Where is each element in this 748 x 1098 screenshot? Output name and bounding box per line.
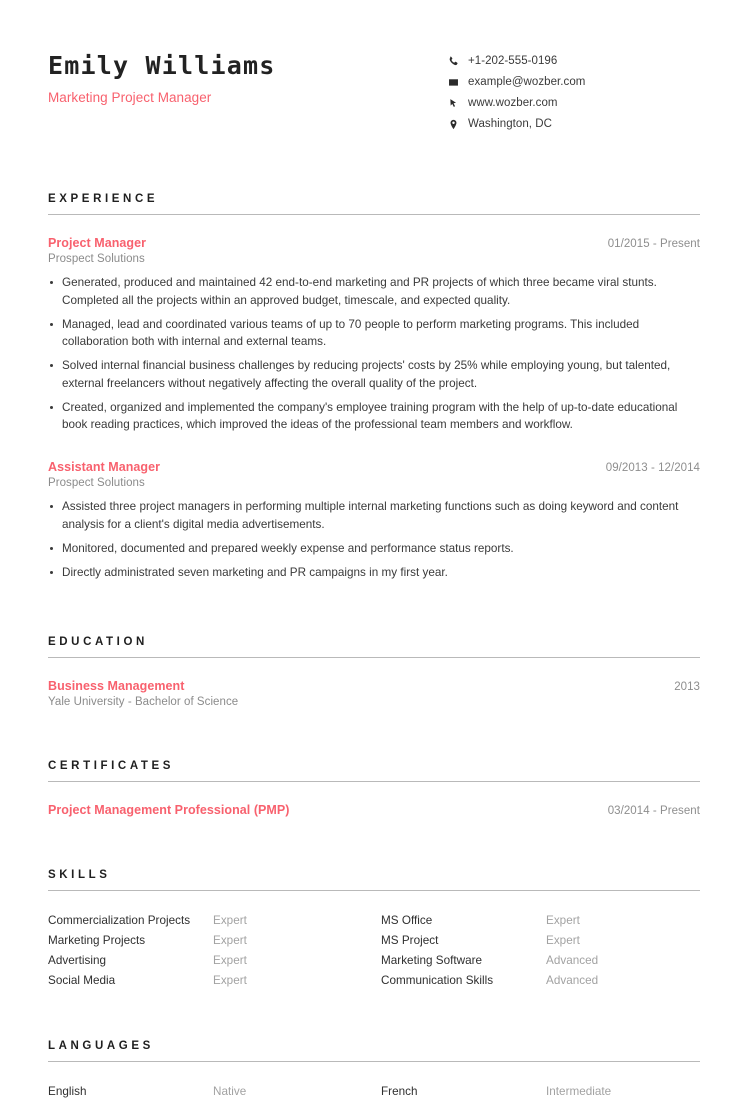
contact-email-text: example@wozber.com [468,76,586,88]
entry-header [48,679,700,693]
skill-name: Advertising [48,954,107,968]
section-divider [48,657,700,658]
skill-level: Expert [213,974,247,988]
skill-level: Expert [546,914,580,928]
skill-name: Communication Skills [381,974,494,988]
skill-name: Marketing Software [381,954,483,968]
language-level: Intermediate [546,1085,612,1098]
language-level: Native [213,1085,247,1098]
entry-header [48,803,700,817]
map-pin-icon [448,119,468,130]
section-divider [48,1061,700,1062]
cursor-icon [448,98,468,109]
language-name: French [381,1085,418,1098]
candidate-job-title: Marketing Project Manager [48,89,212,105]
experience-entry [48,460,700,581]
entry-date: 2013 [674,681,700,694]
resume-header [48,44,700,131]
section-education [48,636,700,708]
section-skills [48,869,700,987]
skill-level: Expert [546,934,580,948]
entry-bullet-list [48,498,700,581]
entry-date: 09/2013 - 12/2014 [605,462,700,475]
contact-item-email[interactable] [448,75,585,89]
contact-item-location [448,117,585,131]
identity-block [48,50,448,105]
section-languages [48,1040,700,1098]
bullet-item: Assisted three project managers in performing multiple internal marketing functions such as doing keyword and content analysis for a client's digital media advertisements. [48,498,700,534]
bullet-item: Generated, produced and maintained 42 end-to-end marketing and PR projects of which three became viral stunts. Completed all the projects within an approved budget, timescale, and expected quality. [48,274,700,310]
entry-role: Assistant Manager [48,460,160,475]
entry-organization: Prospect Solutions [48,253,145,265]
skill-level: Advanced [546,974,599,988]
entry-organization: Prospect Solutions [48,477,145,490]
section-divider [48,214,700,215]
phone-icon [448,56,468,67]
section-title-skills: SKILLS [48,869,111,882]
skills-grid [48,914,700,987]
section-certificates [48,760,700,817]
bullet-item: Directly administrated seven marketing and PR campaigns in my first year. [48,564,700,582]
contact-list [448,50,585,131]
section-title-certificates: CERTIFICATES [48,760,175,773]
section-experience [48,193,700,581]
contact-location-text: Washington, DC [468,118,553,130]
contact-phone-text: +1-202-555-0196 [468,55,558,67]
section-divider [48,781,700,782]
section-title-experience: EXPERIENCE [48,193,159,205]
entry-date: 03/2014 - Present [607,805,700,818]
section-divider [48,890,700,891]
contact-item-website[interactable] [448,96,585,110]
certificate-entry [48,803,700,817]
entry-bullet-list [48,274,700,434]
section-title-education: EDUCATION [48,636,148,649]
skill-level: Expert [213,914,247,928]
bullet-item: Created, organized and implemented the company's employee training program with the help of up-to-date educational book reading practices, which improved the ideas of the professional team members and workflow. [48,399,700,435]
entry-header [48,460,700,474]
bullet-item: Solved internal financial business challenges by reducing projects' costs by 25% while employing young, but talented, external freelancers without negatively affecting the overall quality of the project. [48,357,700,393]
skill-level: Expert [213,934,247,948]
contact-item-phone[interactable] [448,54,585,68]
entry-institution: Yale University - Bachelor of Science [48,696,239,709]
contact-website-text: www.wozber.com [468,97,558,109]
bullet-item: Managed, lead and coordinated various teams of up to 70 people to perform marketing programs. This included collaboration both with internal and external teams. [48,316,700,352]
certificate-name: Project Management Professional (PMP) [48,803,290,818]
entry-degree: Business Management [48,679,185,694]
envelope-icon [448,77,468,88]
entry-role: Project Manager [48,236,147,250]
section-title-languages: LANGUAGES [48,1040,154,1053]
skill-level: Advanced [546,954,599,968]
skill-name: MS Office [381,914,433,928]
skill-name: Social Media [48,974,116,988]
skill-name: Commercialization Projects [48,914,191,928]
education-entry [48,679,700,708]
experience-entry [48,236,700,434]
language-name: English [48,1085,87,1098]
bullet-item: Monitored, documented and prepared weekly expense and performance status reports. [48,540,700,558]
skill-name: MS Project [381,934,439,948]
candidate-name: Emily Williams [48,51,276,80]
entry-header [48,236,700,250]
skill-level: Expert [213,954,247,968]
skill-name: Marketing Projects [48,934,146,948]
languages-grid [48,1085,700,1098]
entry-date: 01/2015 - Present [607,238,700,250]
